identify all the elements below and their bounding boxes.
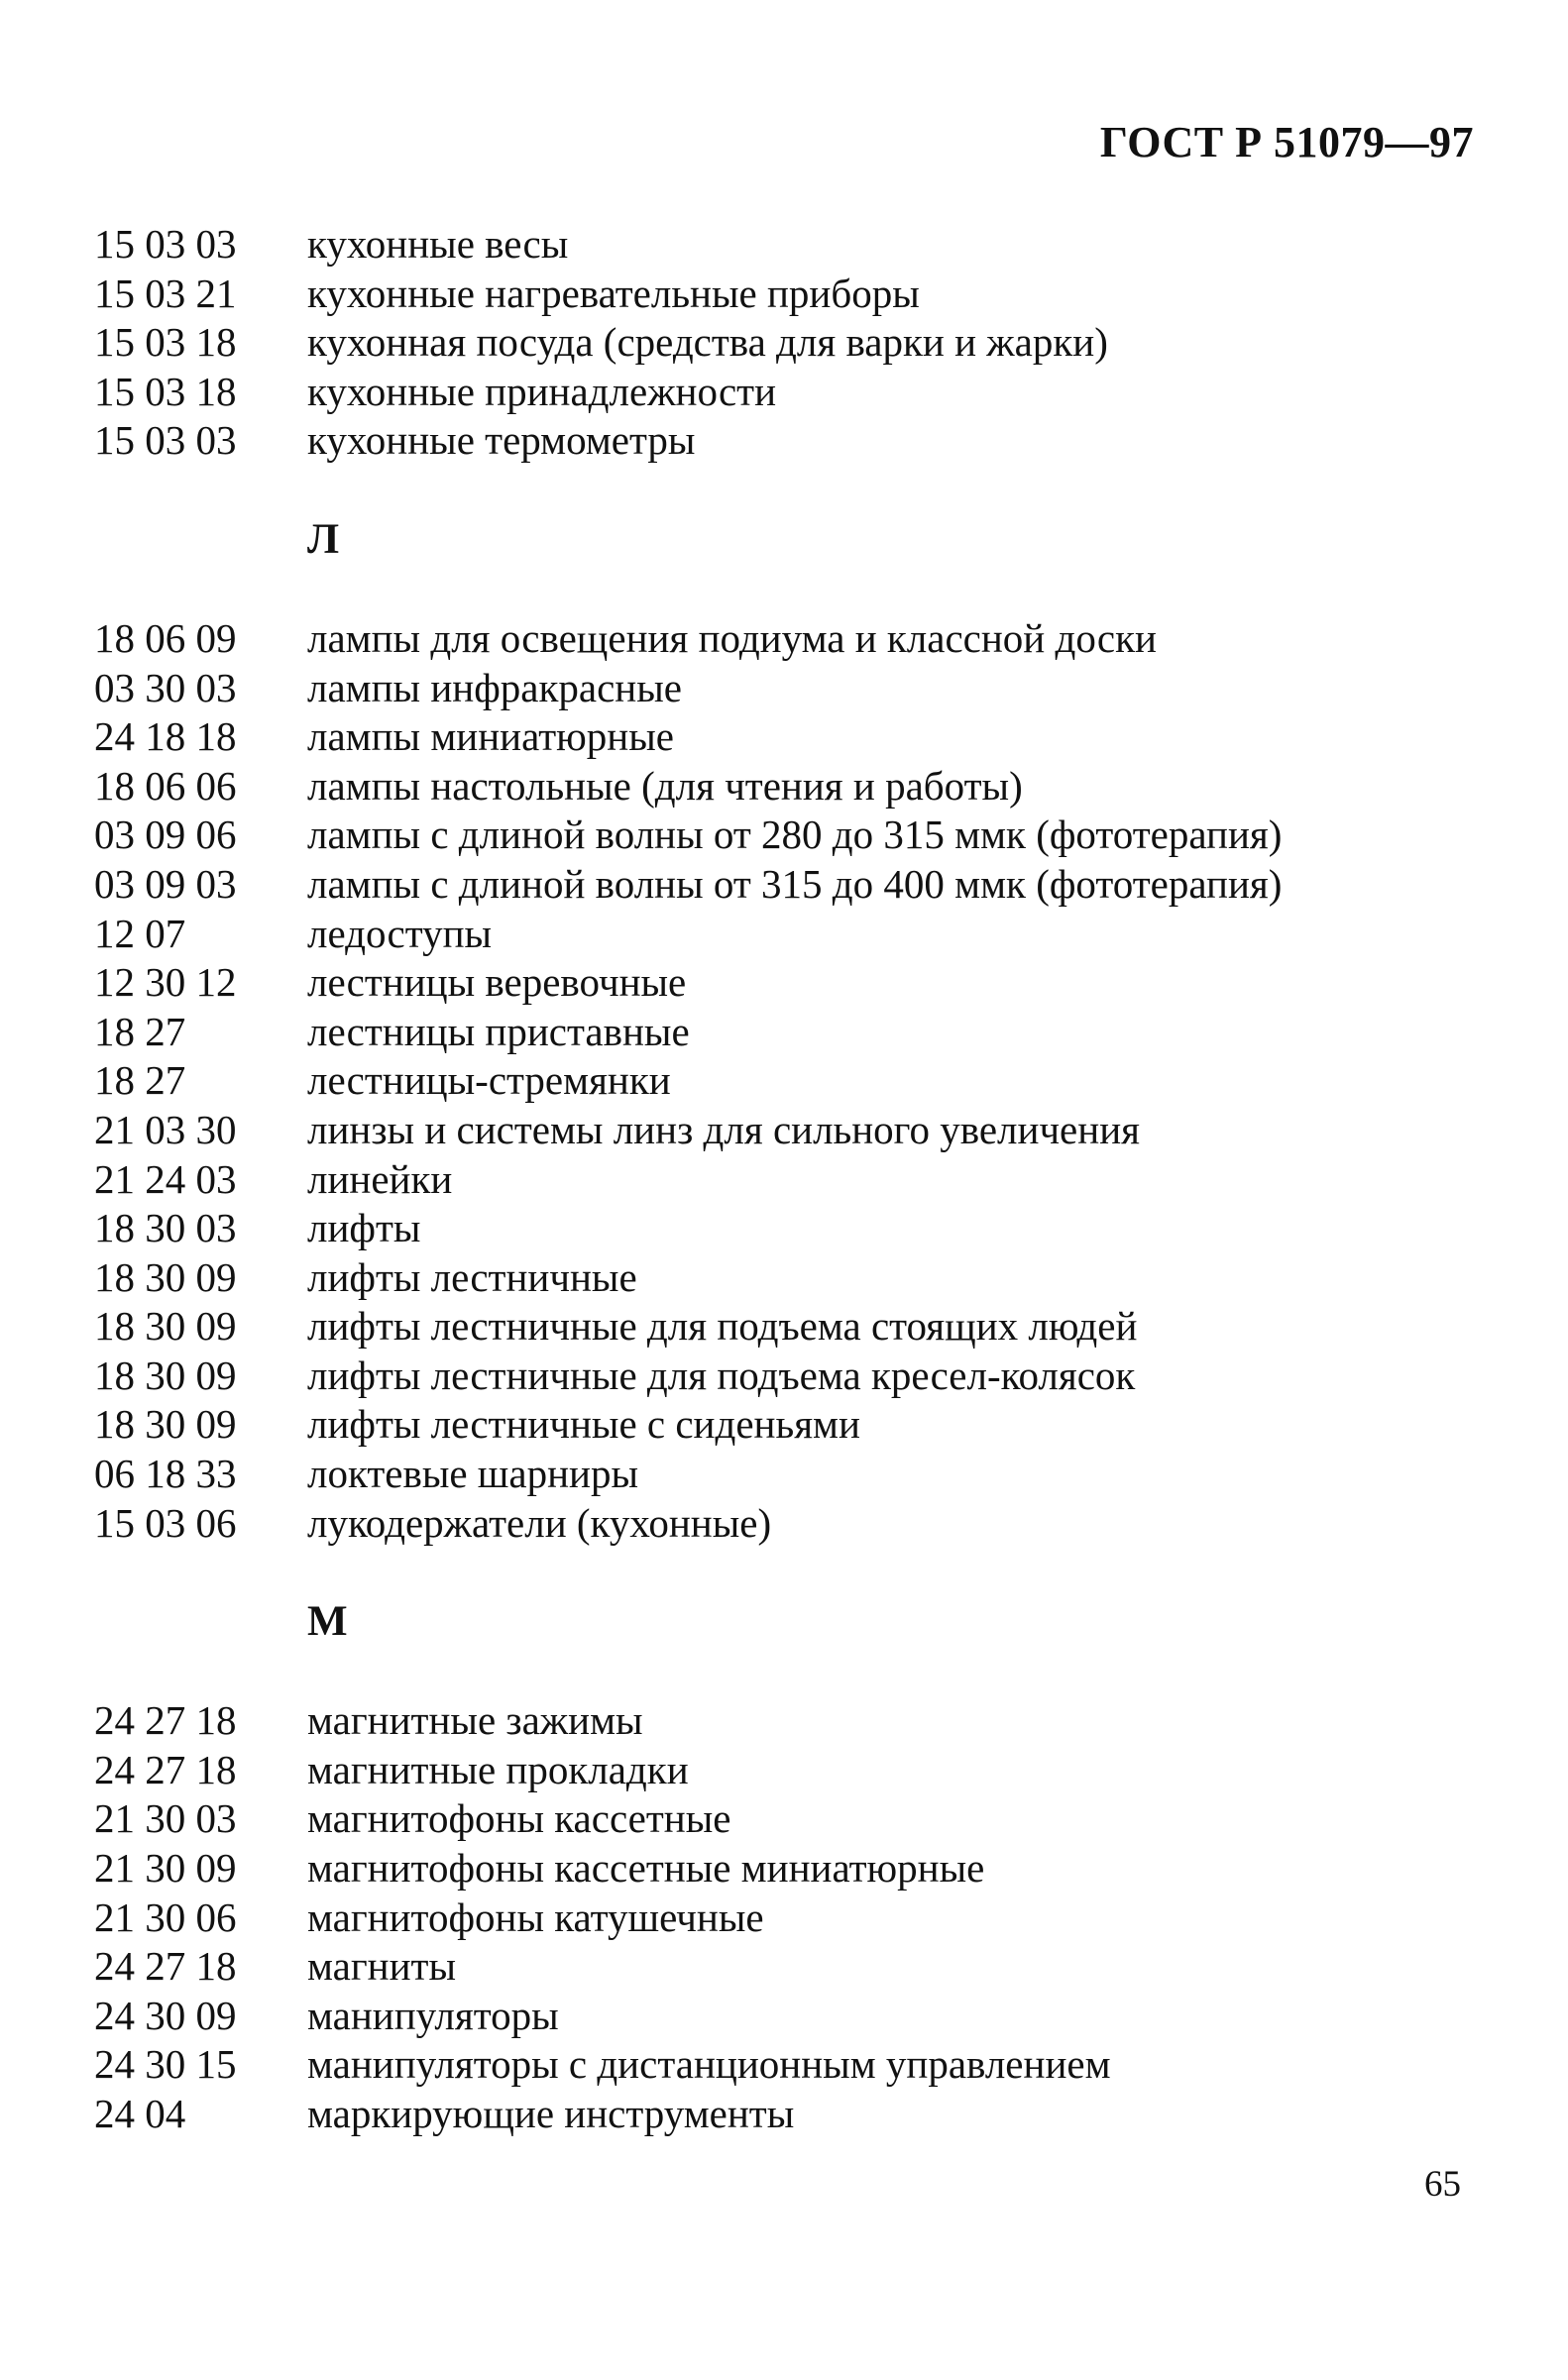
entry-code: 18 27 — [94, 1057, 186, 1104]
entry-term: кухонные весы — [307, 221, 569, 267]
entry-term: лампы настольные (для чтения и работы) — [307, 762, 1023, 809]
entry-term: лестницы-стремянки — [307, 1057, 671, 1104]
entry-term: лифты лестничные с сиденьями — [307, 1401, 860, 1448]
entry-term: лампы с длиной волны от 280 до 315 ммк (фототерапия) — [307, 811, 1283, 858]
entry-term: лифты лестничные для подъема кресел-колясок — [307, 1352, 1136, 1398]
index-entry — [94, 1253, 1502, 1303]
entry-term: кухонные термометры — [307, 417, 696, 464]
index-entry — [94, 2090, 1502, 2139]
index-entry — [94, 220, 1502, 270]
index-entry — [94, 368, 1502, 417]
entry-term: лифты лестничные для подъема стоящих людей — [307, 1303, 1138, 1350]
index-entry — [94, 2040, 1502, 2090]
entry-code: 21 03 30 — [94, 1106, 237, 1152]
entry-code: 03 09 06 — [94, 811, 237, 858]
section-k-continued — [94, 220, 1502, 466]
document-header: ГОСТ Р 51079—97 — [1099, 118, 1474, 166]
entry-code: 24 27 18 — [94, 1746, 237, 1792]
entry-term: магнитные прокладки — [307, 1746, 689, 1792]
entry-code: 21 30 03 — [94, 1795, 237, 1842]
entry-code: 24 30 09 — [94, 1992, 237, 2038]
index-list — [94, 220, 1502, 2139]
entry-term: линейки — [307, 1155, 453, 1202]
entry-term: магнитные зажимы — [307, 1697, 643, 1744]
index-entry — [94, 1992, 1502, 2041]
index-entry — [94, 318, 1502, 368]
index-entry — [94, 1302, 1502, 1352]
entry-term: лукодержатели (кухонные) — [307, 1499, 772, 1546]
entry-code: 15 03 18 — [94, 319, 237, 366]
index-entry — [94, 1794, 1502, 1844]
section-letter-heading: Л — [307, 515, 340, 563]
entry-code: 15 03 06 — [94, 1499, 237, 1546]
index-entry — [94, 614, 1502, 664]
entry-term: магнитофоны кассетные — [307, 1795, 731, 1842]
entry-term: магнитофоны кассетные миниатюрные — [307, 1845, 985, 1892]
entry-code: 24 04 — [94, 2091, 186, 2136]
index-entry — [94, 811, 1502, 860]
entry-code: 21 30 06 — [94, 1893, 237, 1940]
index-entry — [94, 1400, 1502, 1450]
entry-code: 15 03 03 — [94, 221, 237, 267]
entry-code: 18 30 09 — [94, 1352, 237, 1398]
entry-code: 18 06 06 — [94, 762, 237, 809]
index-entry — [94, 1450, 1502, 1499]
index-entry — [94, 958, 1502, 1008]
entry-term: манипуляторы с дистанционным управлением — [307, 2041, 1111, 2088]
entry-code: 24 18 18 — [94, 713, 237, 760]
entry-term: лампы для освещения подиума и классной доски — [307, 614, 1157, 661]
index-entry — [94, 1008, 1502, 1057]
entry-code: 03 30 03 — [94, 664, 237, 710]
entry-code: 12 07 — [94, 910, 186, 956]
entry-code: 24 27 18 — [94, 1943, 237, 1990]
entry-code: 18 30 09 — [94, 1401, 237, 1448]
entry-term: кухонная посуда (средства для варки и жарки) — [307, 319, 1108, 366]
entry-code: 12 30 12 — [94, 959, 237, 1006]
entry-code: 24 30 15 — [94, 2041, 237, 2088]
entry-code: 15 03 18 — [94, 368, 237, 414]
entry-code: 21 30 09 — [94, 1845, 237, 1892]
index-entry — [94, 664, 1502, 713]
section-l — [94, 466, 1502, 1548]
index-entry — [94, 1942, 1502, 1992]
section-letter-heading: М — [307, 1598, 348, 1646]
index-entry — [94, 1352, 1502, 1401]
index-entry — [94, 1056, 1502, 1106]
entry-code: 15 03 03 — [94, 417, 237, 464]
page-number: 65 — [1424, 2164, 1461, 2205]
index-entry — [94, 1696, 1502, 1746]
index-entry — [94, 1746, 1502, 1795]
entry-term: лифты — [307, 1205, 421, 1251]
entry-term: магнитофоны катушечные — [307, 1893, 764, 1940]
index-entry — [94, 1844, 1502, 1893]
entry-code: 03 09 03 — [94, 860, 237, 907]
entry-term: локтевые шарниры — [307, 1451, 639, 1497]
entry-term: маркирующие инструменты — [307, 2091, 795, 2136]
entry-code: 18 30 09 — [94, 1253, 237, 1300]
index-entry — [94, 1106, 1502, 1155]
entry-term: лампы с длиной волны от 315 до 400 ммк (фототерапия) — [307, 860, 1283, 907]
entry-term: кухонные нагревательные приборы — [307, 270, 920, 316]
index-entry — [94, 860, 1502, 910]
index-entry — [94, 910, 1502, 959]
entry-code: 18 30 03 — [94, 1205, 237, 1251]
entry-term: лестницы приставные — [307, 1008, 690, 1054]
entry-term: лампы инфракрасные — [307, 664, 682, 710]
entry-term: ледоступы — [307, 910, 493, 956]
index-entry — [94, 270, 1502, 319]
entry-code: 24 27 18 — [94, 1697, 237, 1744]
entry-term: манипуляторы — [307, 1992, 559, 2038]
entry-term: лампы миниатюрные — [307, 713, 674, 760]
entry-code: 18 30 09 — [94, 1303, 237, 1350]
entry-term: лестницы веревочные — [307, 959, 687, 1006]
entry-code: 15 03 21 — [94, 270, 237, 316]
entry-code: 18 27 — [94, 1008, 186, 1054]
entry-code: 18 06 09 — [94, 614, 237, 661]
index-entry — [94, 1155, 1502, 1205]
index-entry — [94, 762, 1502, 811]
entry-code: 06 18 33 — [94, 1451, 237, 1497]
index-entry — [94, 712, 1502, 762]
index-entry — [94, 416, 1502, 466]
index-entry — [94, 1893, 1502, 1943]
entry-term: лифты лестничные — [307, 1253, 637, 1300]
entry-term: линзы и системы линз для сильного увеличения — [307, 1106, 1140, 1152]
entry-code: 21 24 03 — [94, 1155, 237, 1202]
entry-term: кухонные принадлежности — [307, 368, 777, 414]
index-entry — [94, 1204, 1502, 1253]
section-m — [94, 1548, 1502, 2138]
index-entry — [94, 1499, 1502, 1549]
entry-term: магниты — [307, 1943, 457, 1990]
